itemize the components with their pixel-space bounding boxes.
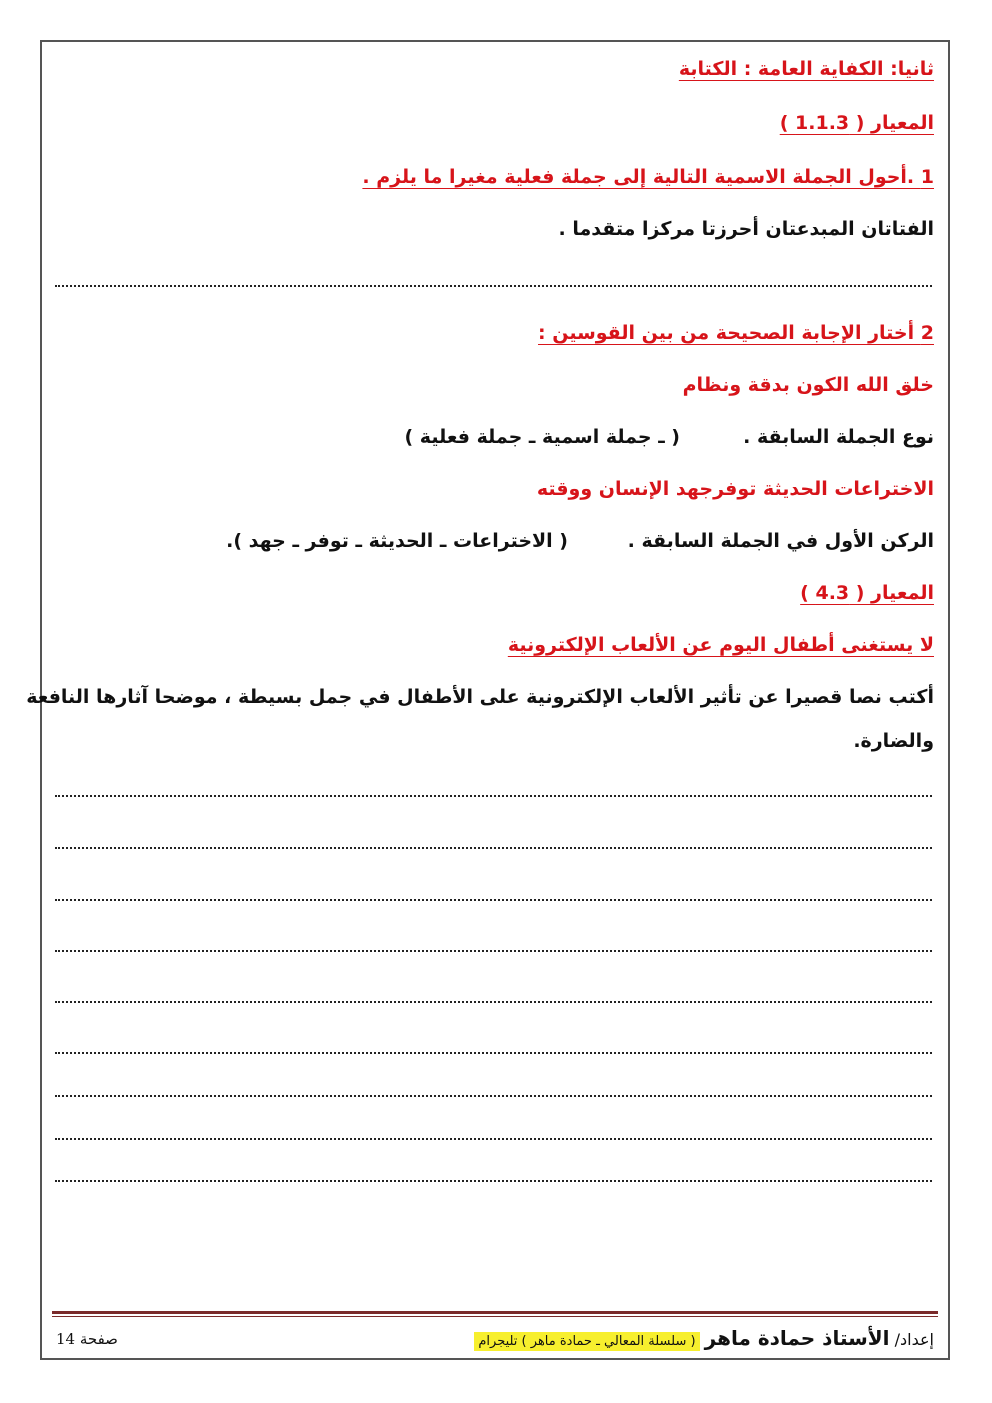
writing-task-line-2: والضارة. (853, 730, 934, 752)
answer-line[interactable] (55, 1138, 932, 1140)
criterion-heading-2: المعيار ( 4.3 ) (800, 582, 934, 604)
answer-line[interactable] (55, 795, 932, 797)
section-title: ثانيا: الكفاية العامة : الكتابة (678, 58, 934, 80)
question-2-choices-a[interactable]: ( ـ جملة اسمية ـ جملة فعلية ) (404, 426, 680, 448)
footer-divider (52, 1311, 938, 1314)
footer-credit (474, 1326, 934, 1350)
question-2-sentence-a: خلق الله الكون بدقة ونظام (682, 374, 934, 396)
footer-prepared-by: إعداد/ (894, 1330, 934, 1349)
footer-divider-thin (52, 1316, 938, 1317)
question-2-sentence-b: الاختراعات الحديثة توفرجهد الإنسان ووقته (536, 478, 934, 500)
answer-line-q1[interactable] (55, 285, 932, 287)
answer-line[interactable] (55, 950, 932, 952)
page-number: صفحة 14 (56, 1330, 118, 1348)
question-2-prompt: 2 أختار الإجابة الصحيحة من بين القوسين : (538, 322, 934, 344)
footer-teacher-name: الأستاذ حمادة ماهر (704, 1326, 890, 1350)
footer-channel: ( سلسلة المعالي ـ حمادة ماهر ) تليجرام (474, 1332, 699, 1351)
writing-topic: لا يستغنى أطفال اليوم عن الألعاب الإلكترونية (507, 634, 934, 656)
writing-task-line-1: أكتب نصا قصيرا عن تأثير الألعاب الإلكترونية على الأطفال في جمل بسيطة ، موضحا آثارها النافعة (26, 686, 934, 708)
answer-line[interactable] (55, 1095, 932, 1097)
criterion-heading-1: المعيار ( 1.1.3 ) (779, 112, 934, 134)
question-2-question-b: الركن الأول في الجملة السابقة . (627, 530, 934, 552)
answer-line[interactable] (55, 1001, 932, 1003)
question-2-question-a: نوع الجملة السابقة . (743, 426, 934, 448)
answer-line[interactable] (55, 847, 932, 849)
answer-line[interactable] (55, 1052, 932, 1054)
answer-line[interactable] (55, 899, 932, 901)
question-2-choices-b[interactable]: ( الاختراعات ـ الحديثة ـ توفر ـ جهد ). (226, 530, 568, 552)
question-1-sentence: الفتاتان المبدعتان أحرزتا مركزا متقدما . (558, 218, 934, 240)
answer-line[interactable] (55, 1180, 932, 1182)
question-1-prompt: 1 .أحول الجملة الاسمية التالية إلى جملة فعلية مغيرا ما يلزم . (362, 166, 934, 188)
